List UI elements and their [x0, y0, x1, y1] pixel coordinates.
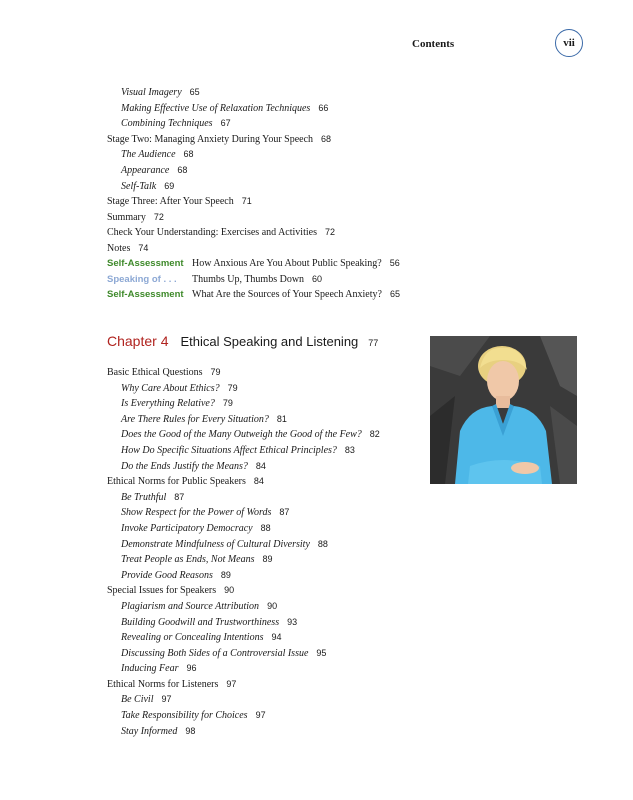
toc-entry-text: Demonstrate Mindfulness of Cultural Diversity	[121, 538, 310, 550]
toc-subentry[interactable]	[107, 443, 547, 459]
toc-entry-text: Self-Talk	[121, 180, 157, 192]
toc-entry[interactable]	[107, 225, 547, 241]
feature-entry[interactable]	[107, 256, 547, 272]
toc-entry-text: Show Respect for the Power of Words	[121, 507, 272, 519]
toc-subentry[interactable]	[107, 459, 547, 475]
chapter-title: Ethical Speaking and Listening	[180, 334, 359, 349]
toc-entry-page: 84	[253, 476, 264, 487]
chapter-features-list	[107, 256, 547, 303]
feature-entry[interactable]	[107, 287, 547, 303]
toc-entry-page: 79	[222, 398, 233, 409]
toc-entry-text: Ethical Norms for Listeners	[107, 678, 219, 690]
toc-entry-text: Visual Imagery	[121, 87, 182, 98]
toc-entry-page: 72	[153, 211, 164, 222]
toc-entry[interactable]	[107, 677, 547, 693]
toc-entry-text: Special Issues for Speakers	[107, 585, 217, 597]
toc-entry-page: 84	[255, 460, 266, 471]
toc-subentry[interactable]	[107, 661, 547, 677]
toc-subentry[interactable]	[107, 116, 547, 132]
feature-page: 60	[312, 273, 323, 284]
toc-entry-text: Be Civil	[121, 694, 154, 706]
toc-entry[interactable]	[107, 474, 547, 490]
toc-subentry[interactable]	[107, 630, 547, 646]
toc-entry-page: 71	[241, 196, 252, 207]
toc-entry-text: Ethical Norms for Public Speakers	[107, 476, 246, 488]
toc-entry-text: Stay Informed	[121, 725, 178, 737]
toc-entry-page: 79	[210, 367, 221, 377]
toc-entry-page: 81	[276, 413, 287, 424]
toc-subentry[interactable]	[107, 490, 547, 506]
running-header-title: Contents	[412, 38, 455, 50]
toc-entry-page: 90	[224, 585, 235, 596]
toc-entry-page: 88	[260, 522, 271, 533]
toc-subentry[interactable]	[107, 147, 547, 163]
toc-entry-text: Notes	[107, 242, 131, 254]
toc-entry-page: 79	[227, 382, 238, 393]
toc-subentry[interactable]	[107, 724, 547, 740]
feature-page: 56	[389, 258, 400, 268]
toc-entry-text: Why Care About Ethics?	[121, 382, 220, 394]
toc-entry-page: 97	[255, 710, 266, 721]
toc-entry-page: 96	[186, 663, 197, 674]
toc-entry[interactable]	[107, 194, 547, 210]
toc-subentry[interactable]	[107, 646, 547, 662]
toc-subentry[interactable]	[107, 537, 547, 553]
toc-entry[interactable]	[107, 583, 547, 599]
feature-tag: Speaking of . . .	[107, 273, 177, 285]
toc-subentry[interactable]	[107, 381, 547, 397]
chapter-page: 77	[368, 338, 379, 348]
toc-subentry[interactable]	[107, 521, 547, 537]
chapter-4-toc	[107, 365, 547, 739]
toc-entry-text: Be Truthful	[121, 491, 167, 503]
toc-entry-text: Discussing Both Sides of a Controversial Issue	[121, 647, 309, 659]
toc-entry-page: 87	[279, 507, 290, 518]
toc-subentry[interactable]	[107, 692, 547, 708]
feature-title: What Are the Sources of Your Speech Anxiety?	[192, 289, 382, 301]
page-number-badge	[555, 29, 583, 57]
toc-subentry[interactable]	[107, 615, 547, 631]
toc-subentry[interactable]	[107, 396, 547, 412]
toc-entry-text: Inducing Fear	[121, 663, 179, 675]
chapter-number: Chapter 4	[107, 333, 169, 349]
toc-subentry[interactable]	[107, 412, 547, 428]
toc-subentry[interactable]	[107, 505, 547, 521]
toc-entry-page: 95	[316, 647, 327, 658]
toc-entry-page: 74	[138, 242, 149, 253]
toc-entry-text: Do the Ends Justify the Means?	[121, 460, 248, 472]
feature-title: Thumbs Up, Thumbs Down	[192, 273, 305, 285]
toc-entry-page: 68	[177, 164, 188, 175]
toc-entry-text: Making Effective Use of Relaxation Techniques	[121, 102, 311, 114]
chapter-heading[interactable]	[107, 333, 378, 351]
toc-entry-text: Check Your Understanding: Exercises and Activities	[107, 227, 317, 239]
toc-entry-text: Provide Good Reasons	[121, 569, 213, 581]
toc-entry-text: Revealing or Concealing Intentions	[121, 632, 264, 644]
toc-subentry[interactable]	[107, 85, 547, 101]
toc-entry-page: 68	[183, 149, 194, 160]
toc-entry-page: 68	[321, 133, 332, 144]
toc-entry-page: 93	[287, 616, 298, 627]
toc-entry-page: 83	[344, 444, 355, 455]
toc-subentry[interactable]	[107, 427, 547, 443]
toc-entry-page: 97	[161, 694, 172, 705]
toc-entry-text: Treat People as Ends, Not Means	[121, 554, 255, 566]
toc-entry-text: Summary	[107, 211, 146, 223]
toc-entry-text: The Audience	[121, 149, 176, 161]
toc-entry-page: 87	[174, 491, 185, 502]
toc-entry-page: 90	[267, 600, 278, 611]
toc-subentry[interactable]	[107, 101, 547, 117]
toc-subentry[interactable]	[107, 163, 547, 179]
toc-subentry[interactable]	[107, 708, 547, 724]
toc-entry-text: Does the Good of the Many Outweigh the Good of the Few?	[121, 429, 362, 441]
toc-entry-page: 98	[185, 725, 196, 736]
toc-entry-text: Stage Three: After Your Speech	[107, 196, 234, 208]
toc-entry-page: 65	[189, 87, 200, 97]
toc-subentry[interactable]	[107, 552, 547, 568]
page-number: vii	[563, 37, 575, 49]
toc-entry-text: Take Responsibility for Choices	[121, 710, 248, 722]
feature-page: 65	[389, 289, 400, 300]
toc-entry-text: Plagiarism and Source Attribution	[121, 600, 260, 612]
toc-entry-page: 89	[262, 554, 273, 565]
toc-entry[interactable]	[107, 365, 547, 381]
toc-entry-text: Stage Two: Managing Anxiety During Your Speech	[107, 133, 314, 145]
toc-entry[interactable]	[107, 132, 547, 148]
toc-entry-page: 69	[164, 180, 175, 191]
toc-entry-text: Building Goodwill and Trustworthiness	[121, 616, 280, 628]
toc-entry-page: 82	[369, 429, 380, 440]
feature-tag: Self-Assessment	[107, 258, 184, 269]
toc-subentry[interactable]	[107, 599, 547, 615]
toc-entry-text: Invoke Participatory Democracy	[121, 522, 253, 534]
toc-continued-section	[107, 85, 547, 257]
toc-entry-text: Is Everything Relative?	[121, 398, 215, 410]
toc-entry-text: Are There Rules for Every Situation?	[121, 413, 269, 425]
toc-entry-page: 94	[271, 632, 282, 643]
feature-entry[interactable]	[107, 272, 547, 288]
toc-entry-page: 88	[317, 538, 328, 549]
toc-entry-page: 67	[220, 118, 231, 129]
toc-entry-page: 66	[318, 102, 329, 113]
toc-entry[interactable]	[107, 210, 547, 226]
toc-entry-text: Appearance	[121, 164, 170, 176]
feature-tag: Self-Assessment	[107, 289, 184, 301]
feature-title: How Anxious Are You About Public Speaking?	[192, 258, 382, 269]
toc-subentry[interactable]	[107, 568, 547, 584]
toc-entry-page: 89	[220, 569, 231, 580]
toc-entry-text: Combining Techniques	[121, 118, 213, 130]
toc-entry-text: Basic Ethical Questions	[107, 367, 203, 378]
toc-entry-page: 97	[226, 678, 237, 689]
toc-subentry[interactable]	[107, 179, 547, 195]
toc-entry-page: 72	[324, 227, 335, 238]
toc-entry-text: How Do Specific Situations Affect Ethical Principles?	[121, 444, 337, 456]
toc-entry[interactable]	[107, 241, 547, 257]
